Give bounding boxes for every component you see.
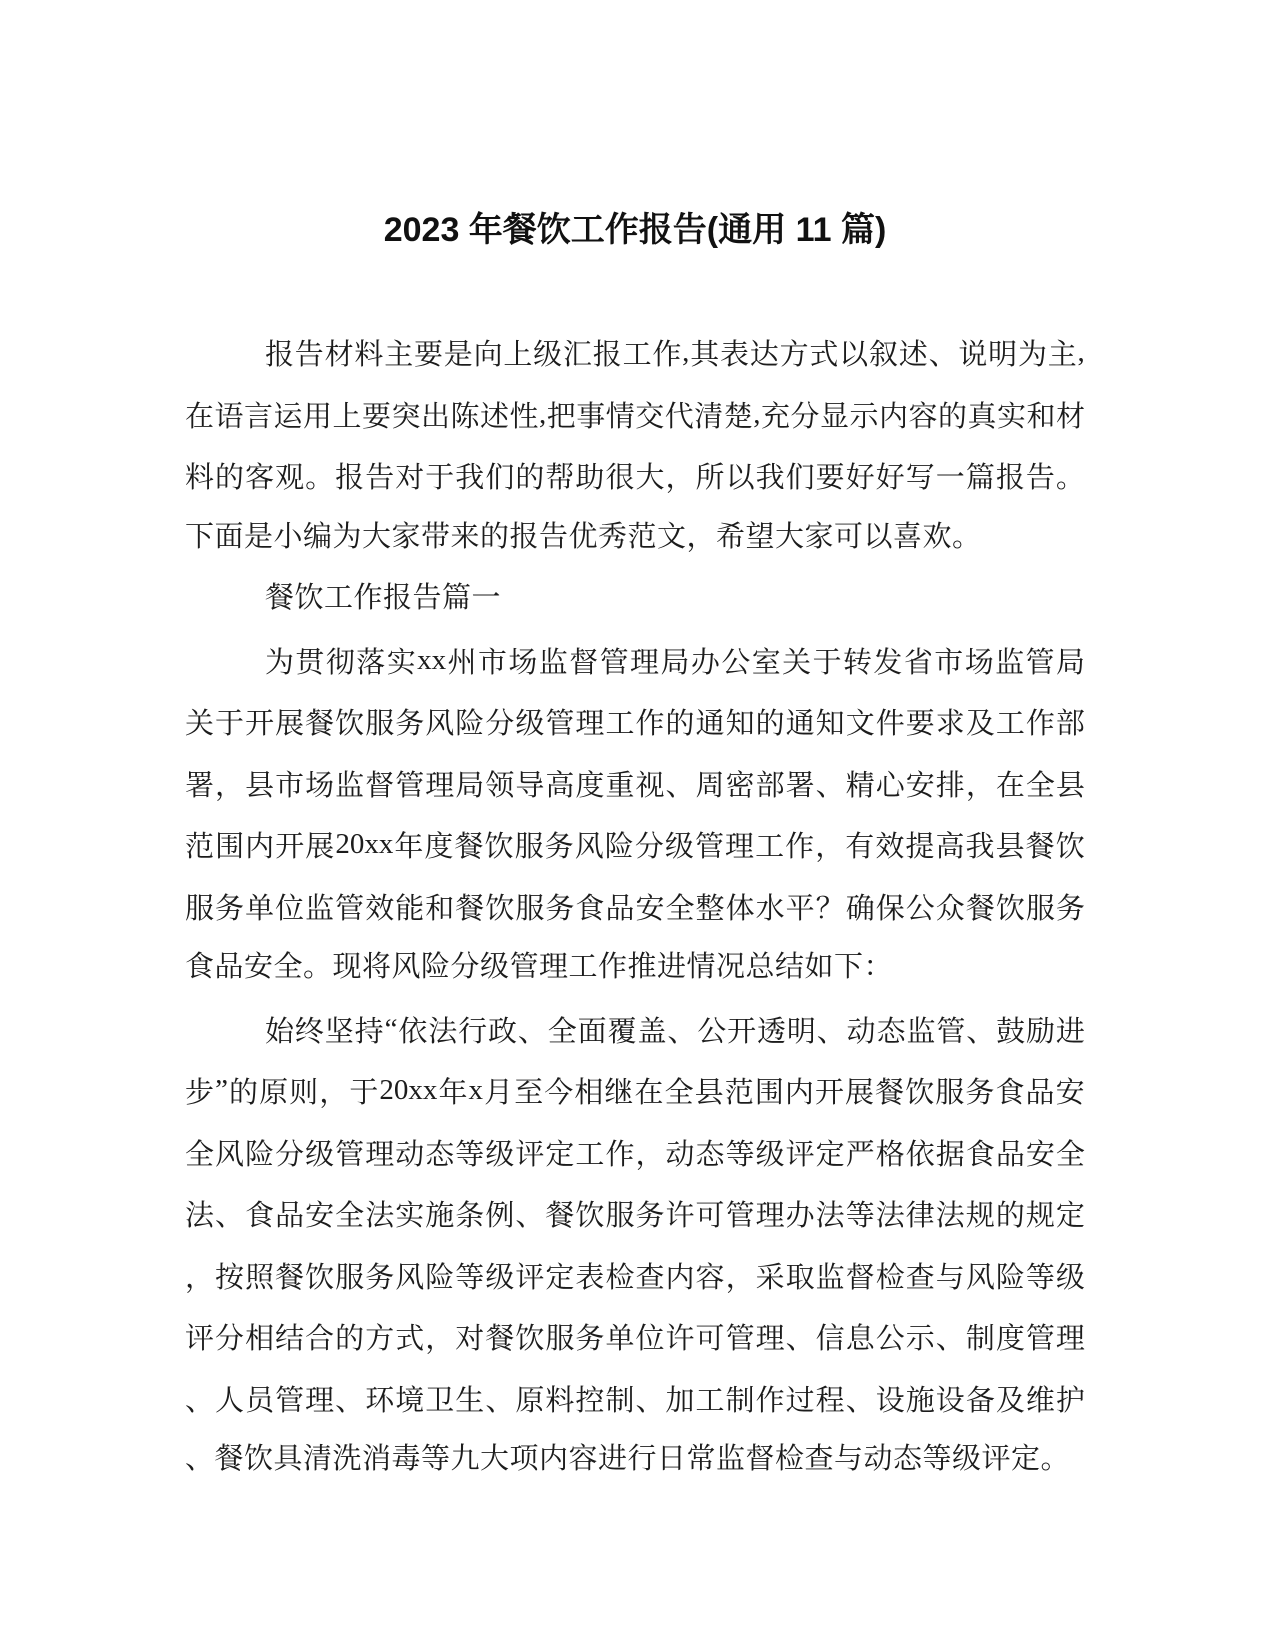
text-line: 料 的 客 观 。 报 告 对 于 我 们 的 帮 助 很 大 ， 所 以 我 们 要 好 好 写 一 篇 报 告 。 [185, 462, 1085, 495]
text-line: 食品安全。现将风险分级管理工作推进情况总结如下： [185, 951, 894, 983]
text-line: 服 务 单 位 监 管 效 能 和 餐 饮 服 务 食 品 安 全 整 体 水 平 ？ 确 保 公 众 餐 饮 服 务 [185, 892, 1085, 925]
text-line: 下面是小编为大家带来的报告优秀范文，希望大家可以喜欢。 [185, 520, 982, 553]
text-line: 评 分 相 结 合 的 方 式 ， 对 餐 饮 服 务 单 位 许 可 管 理 、 信 息 公 示 、 制 度 管 理 [185, 1323, 1085, 1356]
text-line: 始 终 坚 持 “ 依 法 行 政 、 全 面 覆 盖 、 公 开 透 明 、 动 态 监 管 、 鼓 励 进 [265, 1012, 1085, 1048]
document-title: 2023 年餐饮工作报告(通用 11 篇) [383, 211, 887, 249]
text-line: 法 、 食 品 安 全 法 实 施 条 例 、 餐 饮 服 务 许 可 管 理 办 法 等 法 律 法 规 的 规 定 [185, 1200, 1085, 1233]
text-line: 全 风 险 分 级 管 理 动 态 等 级 评 定 工 作 ， 动 态 等 级 评 定 严 格 依 据 食 品 安 全 [185, 1138, 1085, 1171]
text-line: 餐饮工作报告篇一 [265, 582, 502, 614]
text-line: 、餐饮具清洗消毒等九大项内容进行日常监督检查与动态等级评定。 [185, 1443, 1071, 1475]
text-line: ， 按 照 餐 饮 服 务 风 险 等 级 评 定 表 检 查 内 容 ， 采 取 监 督 检 查 与 风 险 等 级 [185, 1261, 1085, 1294]
text-line: 范 围 内 开 展 20xx 年 度 餐 饮 服 务 风 险 分 级 管 理 工 作 ， 有 效 提 高 我 县 餐 饮 [185, 828, 1085, 864]
text-line: 署 ， 县 市 场 监 督 管 理 局 领 导 高 度 重 视 、 周 密 部 署 、 精 心 安 排 ， 在 全 县 [185, 769, 1085, 802]
text-line: 为 贯 彻 落 实 xx 州 市 场 监 督 管 理 局 办 公 室 关 于 转 发 省 市 场 监 管 局 [265, 643, 1085, 679]
text-line: 、 人 员 管 理 、 环 境 卫 生 、 原 料 控 制 、 加 工 制 作 过 程 、 设 施 设 备 及 维 护 [185, 1384, 1085, 1417]
text-line: 在 语 言 运 用 上 要 突 出 陈 述 性 , 把 事 情 交 代 清 楚 , 充 分 显 示 内 容 的 真 实 和 材 [185, 397, 1085, 433]
text-line: 步 ” 的 原 则 ， 于 20xx 年 x 月 至 今 相 继 在 全 县 范 围 内 开 展 餐 饮 服 务 食 品 安 [185, 1074, 1085, 1110]
document-body [185, 322, 1085, 1491]
text-line: 报 告 材 料 主 要 是 向 上 级 汇 报 工 作 , 其 表 达 方 式 以 叙 述 、 说 明 为 主 , [265, 336, 1085, 372]
text-line: 关 于 开 展 餐 饮 服 务 风 险 分 级 管 理 工 作 的 通 知 的 通 知 文 件 要 求 及 工 作 部 [185, 708, 1085, 741]
